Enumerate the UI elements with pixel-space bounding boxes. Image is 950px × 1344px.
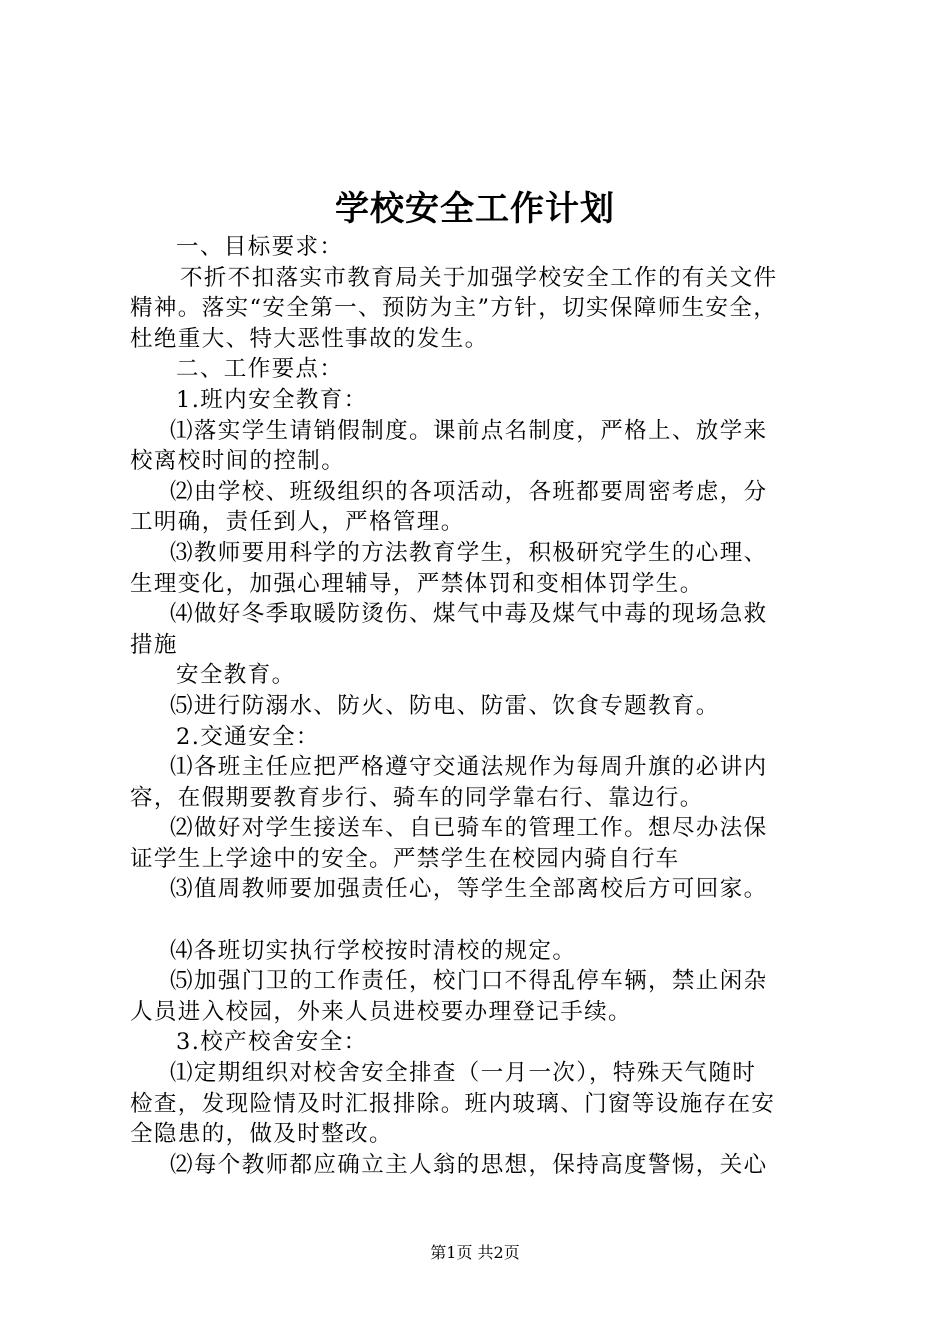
- document-body: [130, 232, 830, 1180]
- section-heading: 一、目标要求：: [176, 234, 344, 260]
- list-item-line: ⑷做好冬季取暖防烫伤、煤气中毒及煤气中毒的现场急救: [170, 601, 768, 628]
- list-item-line: 安全教育。: [176, 662, 296, 689]
- paragraph-line: 杜绝重大、特大恶性事故的发生。: [130, 325, 489, 352]
- page-footer: 第1页 共2页: [430, 1243, 520, 1262]
- list-item-line: ⑵做好对学生接送车、自已骑车的管理工作。想尽办法保: [170, 815, 768, 842]
- list-item-line: ⑶教师要用科学的方法教育学生，积极研究学生的心理、: [170, 539, 768, 566]
- list-item-line: 措施: [130, 631, 178, 658]
- subsection-heading: 2.交通安全：: [176, 723, 320, 750]
- list-item-line: ⑵每个教师都应确立主人翁的思想，保持高度警惕，关心: [170, 1151, 768, 1178]
- paragraph-line: 精神。落实“安全第一、预防为主”方针，切实保障师生安全，: [130, 295, 778, 322]
- list-item-line: 证学生上学途中的安全。严禁学生在校园内骑自行车: [130, 845, 680, 872]
- blank-line: [130, 905, 830, 936]
- list-item-line: 全隐患的，做及时整改。: [130, 1121, 393, 1148]
- list-item-line: ⑴定期组织对校舍安全排查（一月一次），特殊天气随时: [170, 1060, 757, 1087]
- list-item-line: 校离校时间的控制。: [130, 448, 346, 475]
- list-item-line: 容，在假期要教育步行、骑车的同学靠右行、靠边行。: [130, 784, 704, 811]
- list-item-line: ⑸加强门卫的工作责任，校门口不得乱停车辆，禁止闲杂: [170, 968, 768, 995]
- list-item-line: 检查，发现险情及时汇报排除。班内玻璃、门窗等设施存在安: [130, 1090, 776, 1117]
- subsection-heading: 1.班内安全教育：: [176, 386, 368, 413]
- list-item-line: ⑴各班主任应把严格遵守交通法规作为每周升旗的必讲内: [170, 754, 768, 781]
- list-item-line: 生理变化，加强心理辅导，严禁体罚和变相体罚学生。: [130, 570, 704, 597]
- list-item-line: ⑷各班切实执行学校按时清校的规定。: [170, 937, 577, 964]
- paragraph-line: 不折不扣落实市教育局关于加强学校安全工作的有关文件: [180, 264, 778, 291]
- list-item-line: ⑴落实学生请销假制度。课前点名制度，严格上、放学来: [170, 417, 768, 444]
- section-heading: 二、工作要点：: [176, 356, 344, 383]
- list-item-line: 工明确，责任到人，严格管理。: [130, 509, 465, 536]
- subsection-heading: 3.校产校舍安全：: [176, 1029, 368, 1056]
- list-item-line: ⑸进行防溺水、防火、防电、防雷、饮食专题教育。: [170, 692, 720, 719]
- list-item-line: 人员进入校园，外来人员进校要办理登记手续。: [130, 998, 632, 1025]
- list-item-line: ⑶值周教师要加强责任心，等学生全部离校后方可回家。: [170, 876, 768, 903]
- list-item-line: ⑵由学校、班级组织的各项活动，各班都要周密考虑，分: [170, 478, 768, 505]
- document-title: 学校安全工作计划: [335, 189, 615, 229]
